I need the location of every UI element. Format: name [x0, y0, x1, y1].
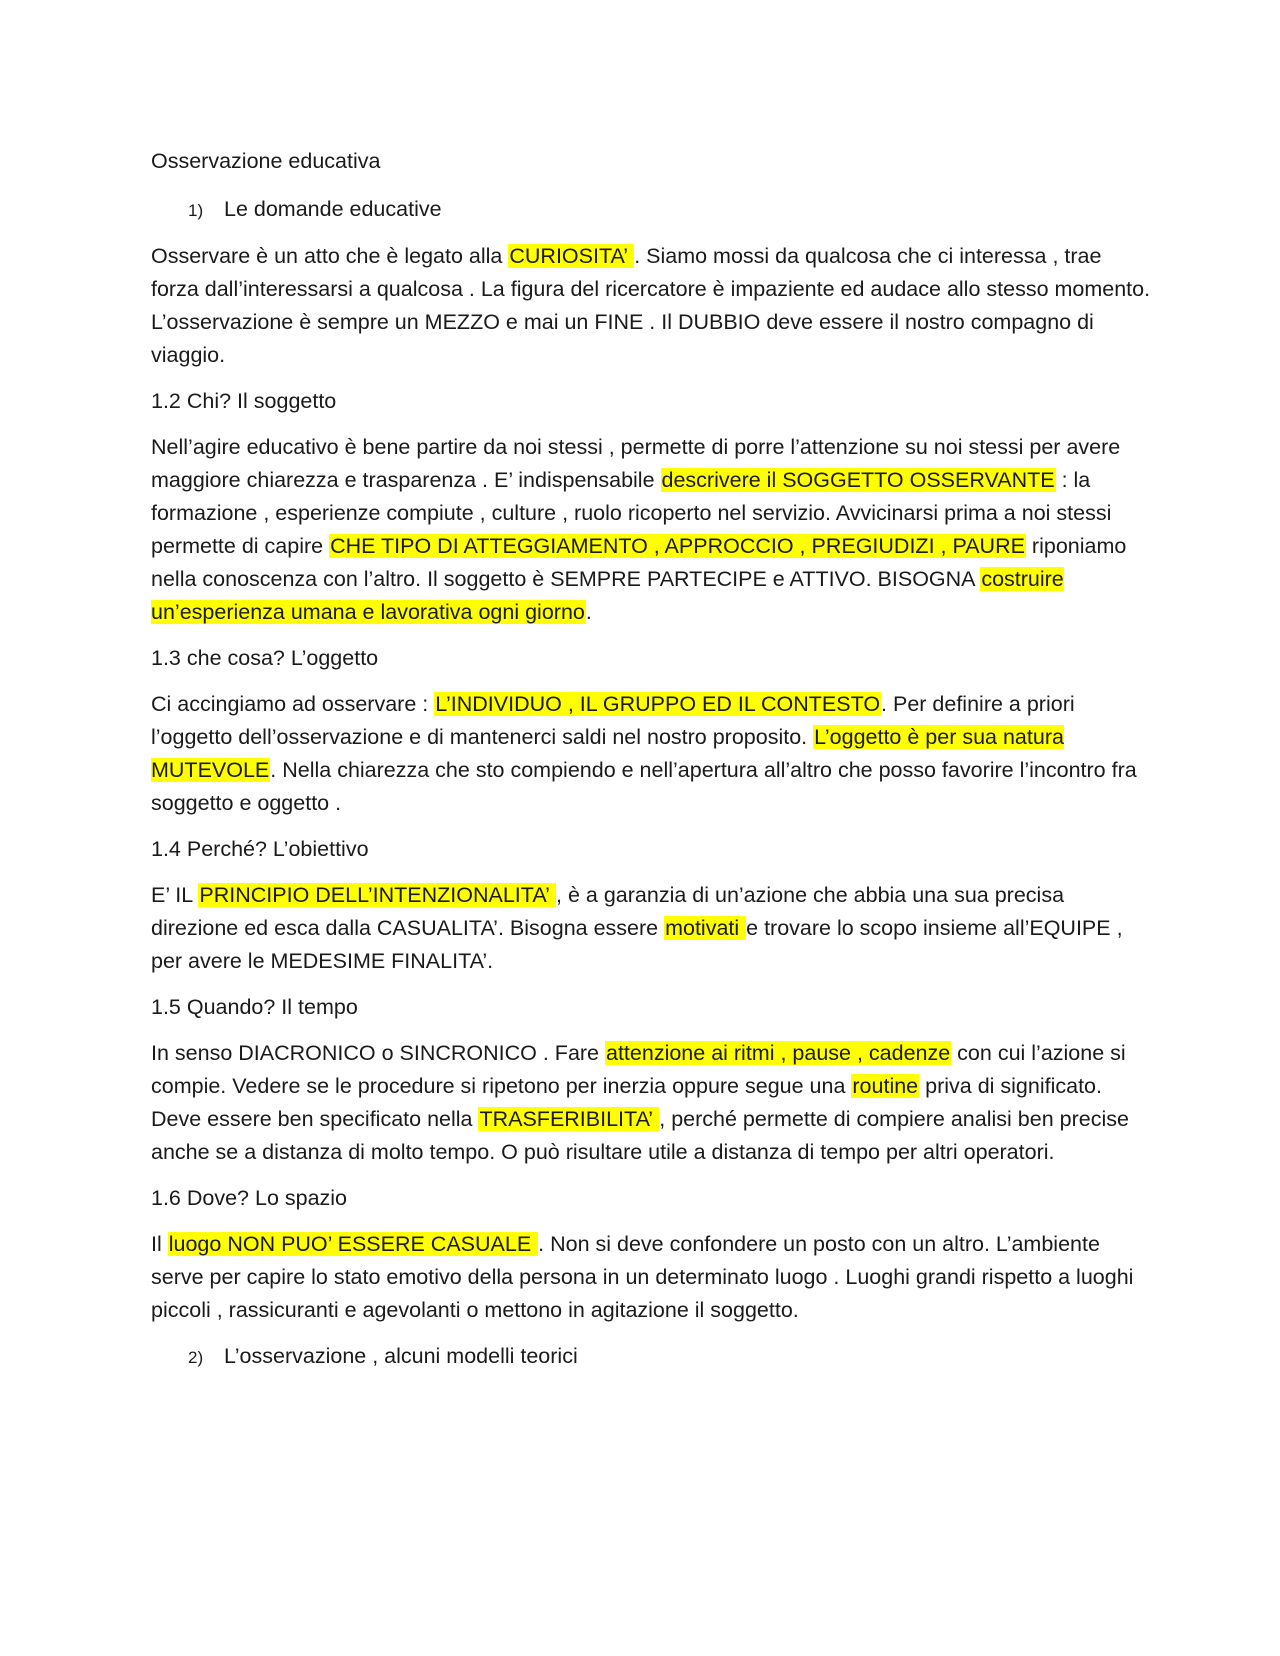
- highlighted-text: CURIOSITA’: [509, 244, 634, 268]
- text-run: .: [585, 600, 592, 624]
- highlighted-text: L’oggetto è per sua natura MUTEVOLE: [151, 725, 1064, 782]
- paragraph: [151, 879, 1151, 978]
- text-run: Il: [151, 1232, 168, 1256]
- highlighted-text: CHE TIPO DI ATTEGGIAMENTO , APPROCCIO , PREGIUDIZI , PAURE: [330, 534, 1025, 558]
- highlighted-text: routine: [852, 1074, 919, 1098]
- heading-text: Le domande educative: [224, 197, 442, 221]
- section-heading: 1.4 Perché? L’obiettivo: [151, 837, 369, 861]
- text-run: con cui l’azione si compie. Vedere se le procedure si ripetono per inerzia oppure segue una: [151, 1041, 1126, 1098]
- section-heading: 1.3 che cosa? L’oggetto: [151, 646, 379, 670]
- section-heading: 1.5 Quando? Il tempo: [151, 995, 358, 1019]
- numbered-heading: [151, 193, 1151, 227]
- text-run: . Per definire a priori l’oggetto dell’osservazione e di mantenerci saldi nel nostro proposito.: [151, 692, 1075, 749]
- highlighted-text: attenzione ai ritmi , pause , cadenze: [606, 1041, 951, 1065]
- text-run: . Non si deve confondere un posto con un altro. L’ambiente serve per capire lo stato emotivo della persona in un determinato luogo . Luoghi grandi rispetto a luoghi piccoli , rassicuranti e agevolanti o mettono in agitazione il soggetto.: [151, 1232, 1134, 1322]
- list-number: 1): [188, 201, 204, 220]
- text-run: . Nella chiarezza che sto compiendo e nell’apertura all’altro che posso favorire l’incontro fra soggetto e oggetto .: [151, 758, 1137, 815]
- highlighted-text: TRASFERIBILITA’: [479, 1107, 659, 1131]
- text-run: Osservare è un atto che è legato alla: [151, 244, 509, 268]
- text-run: , perché permette di compiere analisi ben precise anche se a distanza di molto tempo. O può risultare utile a distanza di tempo per altri operatori.: [151, 1107, 1129, 1164]
- highlighted-text: descrivere il SOGGETTO OSSERVANTE: [661, 468, 1055, 492]
- highlighted-text: motivati: [665, 916, 746, 940]
- paragraph: [151, 1037, 1151, 1169]
- text-run: priva di significato. Deve essere ben specificato nella: [151, 1074, 1102, 1131]
- paragraph: [151, 688, 1151, 820]
- text-run: E’ IL: [151, 883, 199, 907]
- highlighted-text: luogo NON PUO’ ESSERE CASUALE: [168, 1232, 538, 1256]
- text-run: : la formazione , esperienze compiute , culture , ruolo ricoperto nel servizio. Avvicinarsi prima a noi stessi permette di capire: [151, 468, 1112, 558]
- section-heading: 1.6 Dove? Lo spazio: [151, 1186, 348, 1210]
- text-run: . Siamo mossi da qualcosa che ci interessa , trae forza dall’interessarsi a qualcosa . La figura del ricercatore è impaziente ed audace allo stesso momento. L’osservazione è sempre un MEZZO e mai un FINE . Il DUBBIO deve essere il nostro compagno di viaggio.: [151, 244, 1151, 367]
- highlighted-text: costruire un’esperienza umana e lavorativa ogni giorno: [151, 567, 1064, 624]
- highlighted-text: L’INDIVIDUO , IL GRUPPO ED IL CONTESTO: [435, 692, 881, 716]
- heading-text: L’osservazione , alcuni modelli teorici: [224, 1344, 578, 1368]
- text-run: riponiamo nella conoscenza con l’altro. Il soggetto è SEMPRE PARTECIPE e ATTIVO. BISOGNA: [151, 534, 1127, 591]
- text-run: Nell’agire educativo è bene partire da noi stessi , permette di porre l’attenzione su noi stessi per avere maggiore chiarezza e trasparenza . E’ indispensabile: [151, 435, 1121, 492]
- document-body: [151, 193, 1151, 1374]
- paragraph: [151, 1228, 1151, 1327]
- document-page: [151, 145, 1151, 1387]
- text-run: e trovare lo scopo insieme all’EQUIPE , per avere le MEDESIME FINALITA’.: [151, 916, 1123, 973]
- highlighted-text: PRINCIPIO DELL’INTENZIONALITA’: [199, 883, 556, 907]
- list-number: 2): [188, 1348, 204, 1367]
- text-run: , è a garanzia di un’azione che abbia una sua precisa direzione ed esca dalla CASUALITA’. Bisogna essere: [151, 883, 1065, 940]
- paragraph: [151, 240, 1151, 372]
- text-run: In senso DIACRONICO o SINCRONICO . Fare: [151, 1041, 605, 1065]
- text-run: Ci accingiamo ad osservare :: [151, 692, 435, 716]
- paragraph: [151, 431, 1151, 629]
- document-title: Osservazione educativa: [151, 149, 381, 173]
- numbered-heading: [151, 1340, 1151, 1374]
- section-heading: 1.2 Chi? Il soggetto: [151, 389, 337, 413]
